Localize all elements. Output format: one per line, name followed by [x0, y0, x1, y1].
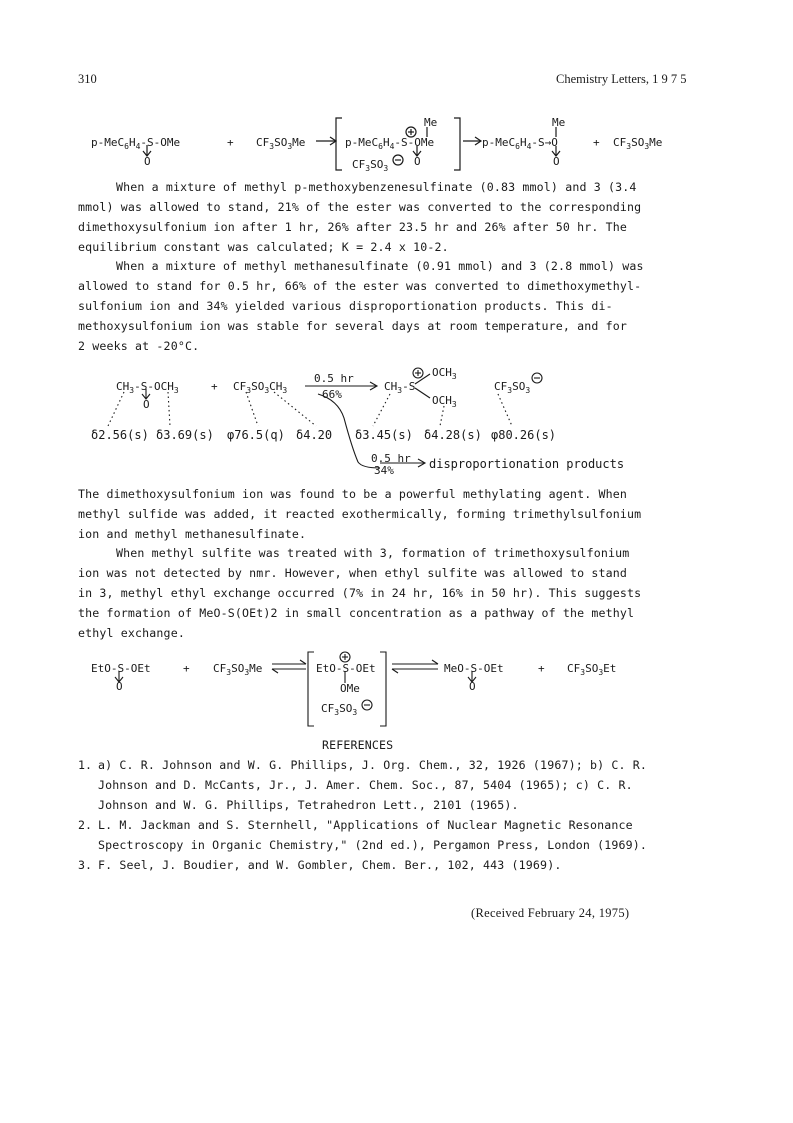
ref-2-number: 2. [78, 818, 92, 832]
branch-bottom: 34% [374, 464, 394, 477]
ref-3-number: 3. [78, 858, 92, 872]
scheme1-byproduct: $CF_3SO_3Me$ [613, 136, 663, 152]
shift-6: δ4.28(s) [424, 428, 482, 442]
scheme2-reactant: $CH_3-S-OCH_3$ [116, 380, 179, 396]
scheme1-product-oxygen: O [553, 155, 560, 168]
p3-line-2: methyl sulfide was added, it reacted exothermically, forming trimethylsulfonium [78, 507, 642, 521]
scheme2-anion: $CF_3SO_3$ [494, 380, 531, 396]
p3-line-1: The dimethoxysulfonium ion was found to be a powerful methylating agent. When [78, 487, 628, 501]
references-heading: REFERENCES [322, 738, 394, 752]
scheme2-arrow-bottom: 66% [322, 388, 342, 401]
scheme3-ome: OMe [340, 682, 360, 695]
scheme2-reagent: $CF_3SO_3CH_3$ [233, 380, 288, 396]
p2-line-1: When a mixture of methyl methanesulfinate (0.91 mmol) and 3 (2.8 mmol) was [116, 259, 644, 273]
scheme1-reagent: $CF_3SO_3Me$ [256, 136, 306, 152]
ref-2-line-2: Spectroscopy in Organic Chemistry," (2nd ed.), Pergamon Press, London (1969). [98, 838, 648, 852]
scheme3-plus: + [183, 662, 190, 675]
scheme2-product: $CH_3-S$ [384, 380, 416, 396]
shift-7: φ80.26(s) [491, 428, 557, 442]
scheme1-intermediate-me: Me [424, 116, 438, 129]
scheme2-och3-bottom: $OCH_3$ [432, 394, 457, 410]
page-number: 310 [78, 72, 97, 86]
scheme1-product: $p-MeC_6H_4-S\to O$ [482, 136, 558, 152]
ref-1-line-3: Johnson and W. G. Phillips, Tetrahedron Lett., 2101 (1965). [98, 798, 519, 812]
p4-line-2: ion was not detected by nmr. However, when ethyl sulfite was allowed to stand [78, 566, 628, 580]
scheme1-plus: + [227, 136, 234, 149]
shift-3: φ76.5(q) [227, 428, 285, 442]
ref-3-line-1: F. Seel, J. Boudier, and W. Gombler, Chem. Ber., 102, 443 (1969). [98, 858, 562, 872]
scheme1-product-me: Me [552, 116, 566, 129]
scheme3-plus-2: + [538, 662, 545, 675]
p2-line-4: methoxysulfonium ion was stable for several days at room temperature, and for [78, 319, 628, 333]
scheme3-product-oxygen: O [469, 680, 476, 693]
p2-line-5: 2 weeks at -20°C. [78, 339, 200, 353]
p4-line-1: When methyl sulfite was treated with 3, formation of trimethoxysulfonium [116, 546, 630, 560]
ref-1-line-2: Johnson and D. McCants, Jr., J. Amer. Chem. Soc., 87, 5404 (1965); c) C. R. [98, 778, 633, 792]
p2-line-3: sulfonium ion and 34% yielded various disproportionation products. This di- [78, 299, 613, 313]
p3-line-3: ion and methyl methanesulfinate. [78, 527, 307, 541]
shift-2: δ3.69(s) [156, 428, 214, 442]
scheme1-intermediate-anion: $CF_3SO_3$ [352, 158, 389, 174]
received-date: (Received February 24, 1975) [471, 906, 630, 920]
scheme2-oxygen: O [143, 398, 150, 411]
p4-line-5: ethyl exchange. [78, 626, 185, 640]
scheme2-plus: + [211, 380, 218, 393]
scheme3-product: MeO-S-OEt [444, 662, 504, 675]
scheme3-byproduct: $CF_3SO_3Et$ [567, 662, 617, 678]
shift-5: δ3.45(s) [355, 428, 413, 442]
p4-line-3: in 3, methyl ethyl exchange occurred (7% in 24 hr, 16% in 50 hr). This suggests [78, 586, 642, 600]
scheme1-reactant: $p-MeC_6H_4-S$-OMe [91, 136, 181, 152]
ref-1-number: 1. [78, 758, 92, 772]
scheme1-plus-2: + [593, 136, 600, 149]
journal-header: Chemistry Letters, 1 9 7 5 [556, 72, 687, 86]
shift-1: δ2.56(s) [91, 428, 149, 442]
scheme2-och3-top: $OCH_3$ [432, 366, 457, 382]
ref-1-line-1: a) C. R. Johnson and W. G. Phillips, J. Org. Chem., 32, 1926 (1967); b) C. R. [98, 758, 648, 772]
scheme3-reactant: EtO-S-OEt [91, 662, 151, 675]
scheme1-intermediate: $p-MeC_6H_4-S$-OMe [345, 136, 435, 152]
p1-line-4: equilibrium constant was calculated; K = 2.4 x 10-2. [78, 240, 449, 254]
scheme3-anion: $CF_3SO_3$ [321, 702, 358, 718]
scheme3-reagent: $CF_3SO_3Me$ [213, 662, 263, 678]
ref-2-line-1: L. M. Jackman and S. Sternhell, "Applications of Nuclear Magnetic Resonance [98, 818, 633, 832]
scheme1-int-oxygen: O [414, 155, 421, 168]
scheme3-oxygen: O [116, 680, 123, 693]
p4-line-4: the formation of MeO-S(OEt)2 in small concentration as a pathway of the methyl [78, 606, 635, 620]
p1-line-1: When a mixture of methyl p-methoxybenzenesulfinate (0.83 mmol) and 3 (3.4 [116, 180, 637, 194]
shift-4: δ4.20 [296, 428, 333, 442]
p2-line-2: allowed to stand for 0.5 hr, 66% of the ester was converted to dimethoxymethyl- [78, 279, 642, 293]
branch-top: 0.5 hr [371, 452, 411, 465]
branch-product: disproportionation products [429, 457, 625, 471]
p1-line-2: mmol) was allowed to stand, 21% of the ester was converted to the corresponding [78, 200, 642, 214]
scheme3-intermediate: EtO-S-OEt [316, 662, 376, 675]
p1-line-3: dimethoxysulfonium ion after 1 hr, 26% after 23.5 hr and 26% after 50 hr. The [78, 220, 628, 234]
scheme2-arrow-top: 0.5 hr [314, 372, 354, 385]
scheme1-oxygen: O [144, 155, 151, 168]
